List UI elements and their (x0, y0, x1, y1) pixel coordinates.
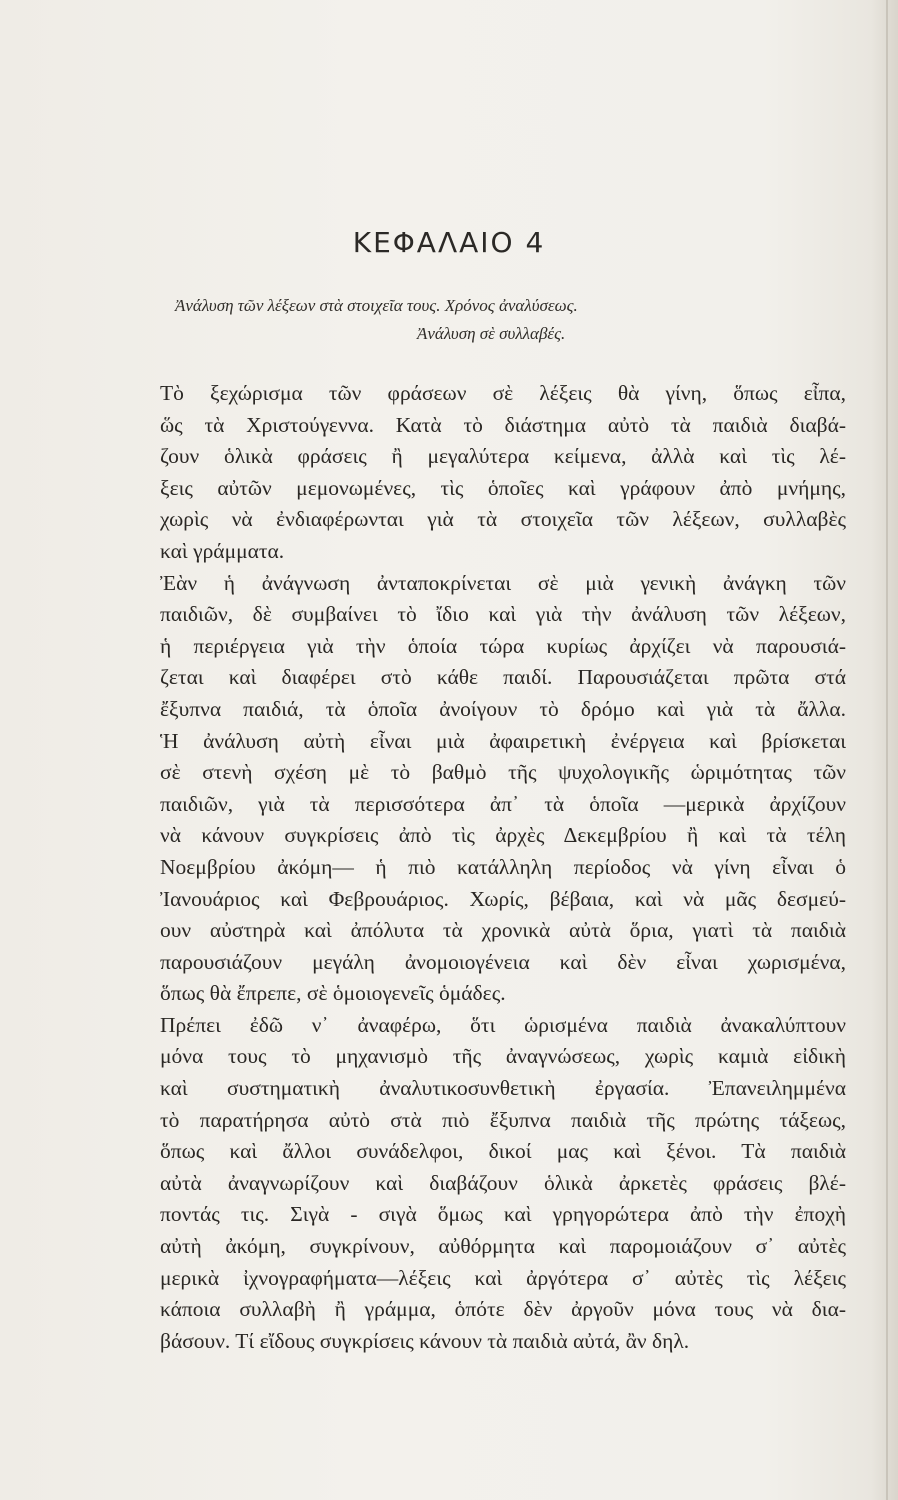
text-line: παιδιῶν, γιὰ τὰ περισσότερα ἀπ᾽ τὰ ὁποῖα —μερικὰ ἀρχίζουν (160, 791, 846, 816)
chapter-subtitle-line-2: Ἀνάλυση σὲ συλλαβές. (417, 324, 566, 343)
text-line: καὶ συστηματικὴ ἀναλυτικοσυνθετικὴ ἐργασία. Ἐπανειλημμένα (160, 1076, 846, 1101)
text-line: Ἰανουάριος καὶ Φεβρουάριος. Χωρίς, βέβαια, καὶ νὰ μᾶς δεσμεύ- (160, 886, 846, 911)
text-line: ἡ περιέργεια γιὰ τὴν ὁποία τώρα κυρίως ἀρχίζει νὰ παρουσιά- (160, 633, 846, 658)
chapter-title: ΚΕΦΑΛΑΙΟ 4 (352, 226, 546, 259)
text-line: ζεται καὶ διαφέρει στὸ κάθε παιδί. Παρουσιάζεται πρῶτα στά (160, 665, 846, 690)
text-line: παρουσιάζουν μεγάλη ἀνομοιογένεια καὶ δὲν εἶναι χωρισμένα, (160, 949, 846, 974)
body-text (118, 378, 846, 1357)
paragraph-3 (118, 1010, 846, 1358)
text-line: αὐτὰ ἀναγνωρίζουν καὶ διαβάζουν ὁλικὰ ἀρκετὲς φράσεις βλέ- (160, 1170, 846, 1195)
text-line: ξεις αὐτῶν μεμονωμένες, τὶς ὁποῖες καὶ γράφουν ἀπὸ μνήμης, (160, 475, 846, 500)
text-line: αὐτὴ ἀκόμη, συγκρίνουν, αὐθόρμητα καὶ παρομοιάζουν σ᾽ αὐτὲς (160, 1234, 846, 1259)
text-line: μόνα τους τὸ μηχανισμὸ τῆς ἀναγνώσεως, χωρὶς καμιὰ εἰδικὴ (160, 1044, 846, 1069)
page-edge-shadow (886, 0, 888, 1500)
text-line: μερικὰ ἰχνογραφήματα—λέξεις καὶ ἀργότερα σ᾽ αὐτὲς τὶς λέξεις (160, 1265, 846, 1290)
text-line: ὅπως θὰ ἔπρεπε, σὲ ὁμοιογενεῖς ὁμάδες. (160, 981, 506, 1006)
paragraph-1 (118, 378, 846, 568)
text-line: Τὸ ξεχώρισμα τῶν φράσεων σὲ λέξεις θὰ γίνη, ὅπως εἶπα, (160, 381, 846, 405)
text-line: χωρὶς νὰ ἐνδιαφέρωνται γιὰ τὰ στοιχεῖα τῶν λέξεων, συλλαβὲς (160, 507, 846, 532)
text-line: Ἡ ἀνάλυση αὐτὴ εἶναι μιὰ ἀφαιρετικὴ ἐνέργεια καὶ βρίσκεται (160, 728, 846, 753)
text-line: ὅπως καὶ ἄλλοι συνάδελφοι, δικοί μας καὶ ξένοι. Τὰ παιδιὰ (160, 1139, 846, 1164)
text-line: καὶ γράμματα. (160, 538, 285, 563)
text-line: ἔξυπνα παιδιά, τὰ ὁποῖα ἀνοίγουν τὸ δρόμο καὶ γιὰ τὰ ἄλλα. (160, 696, 846, 721)
text-line: παιδιῶν, δὲ συμβαίνει τὸ ἴδιο καὶ γιὰ τὴν ἀνάλυση τῶν λέξεων, (160, 602, 846, 627)
text-line: ζουν ὁλικὰ φράσεις ἢ μεγαλύτερα κείμενα, ἀλλὰ καὶ τὶς λέ- (160, 444, 846, 469)
text-line: ουν αὐστηρὰ καὶ ἀπόλυτα τὰ χρονικὰ αὐτὰ ὅρια, γιατὶ τὰ παιδιὰ (160, 918, 846, 943)
text-line: ὥς τὰ Χριστούγεννα. Κατὰ τὸ διάστημα αὐτὸ τὰ παιδιὰ διαβά- (160, 412, 846, 437)
text-line: σὲ στενὴ σχέση μὲ τὸ βαθμὸ τῆς ψυχολογικῆς ὡριμότητας τῶν (160, 760, 846, 785)
text-line: ποντάς τις. Σιγὰ - σιγὰ ὅμως καὶ γρηγορώτερα ἀπὸ τὴν ἐποχὴ (160, 1202, 846, 1227)
paragraph-2 (118, 568, 846, 1010)
text-line: νὰ κάνουν συγκρίσεις ἀπὸ τὶς ἀρχὲς Δεκεμβρίου ἢ καὶ τὰ τέλη (160, 823, 846, 848)
text-line: βάσουν. Τί εἴδους συγκρίσεις κάνουν τὰ παιδιὰ αὐτά, ἂν δηλ. (160, 1328, 690, 1353)
chapter-subtitle-line-1: Ἀνάλυση τῶν λέξεων στὰ στοιχεῖα τους. Χρόνος ἀναλύσεως. (175, 296, 578, 315)
text-line: τὸ παρατήρησα αὐτὸ στὰ πιὸ ἔξυπνα παιδιὰ τῆς πρώτης τάξεως, (160, 1107, 846, 1132)
text-line: Πρέπει ἐδῶ ν᾽ ἀναφέρω, ὅτι ὡρισμένα παιδιὰ ἀνακαλύπτουν (160, 1012, 846, 1037)
text-line: Νοεμβρίου ἀκόμη— ἡ πιὸ κατάλληλη περίοδος νὰ γίνη εἶναι ὁ (160, 854, 846, 879)
text-line: Ἐὰν ἡ ἀνάγνωση ἀνταποκρίνεται σὲ μιὰ γενικὴ ἀνάγκη τῶν (160, 570, 846, 595)
text-line: κάποια συλλαβὴ ἢ γράμμα, ὁπότε δὲν ἀργοῦν μόνα τους νὰ δια- (160, 1297, 846, 1322)
